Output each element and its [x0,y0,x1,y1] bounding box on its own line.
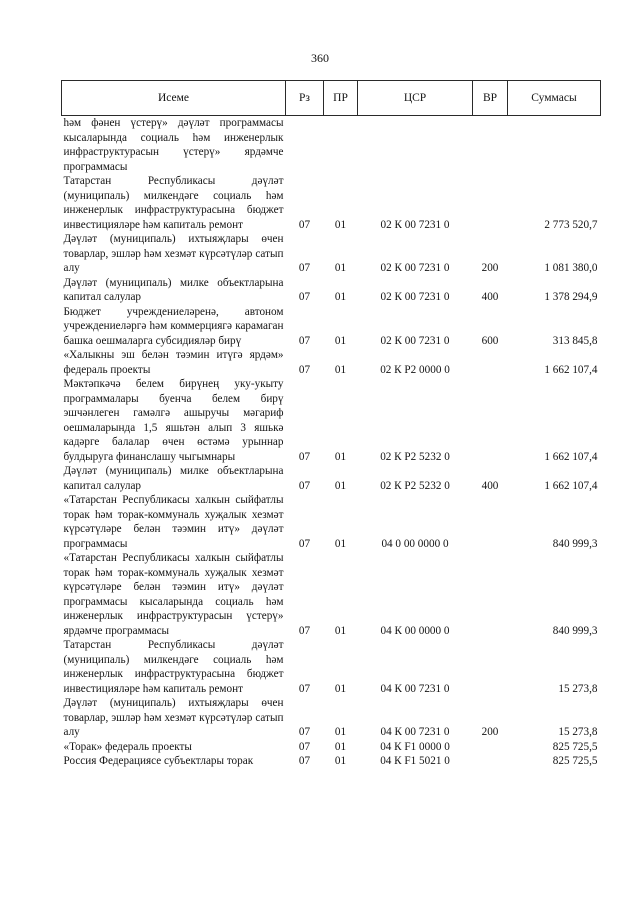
row-csr: 04 0 00 0000 0 [381,537,449,550]
row-name: «Халыкны эш белән тәэмин итүгә ярдәм» федераль проекты [63,349,284,376]
row-rz [286,116,324,175]
row-csr: 02 К Р2 0000 0 [380,363,450,376]
header-csr: ЦСР [358,81,473,116]
table-row [62,638,601,696]
table-row [62,493,601,551]
row-csr: 04 К F1 5021 0 [380,755,450,767]
row-vr [473,348,508,377]
row-pr: 01 [334,479,347,492]
row-sum: 1 378 294,9 [544,291,598,303]
row-vr [473,377,508,464]
header-sum: Суммасы [508,81,601,116]
row-vr [473,174,508,232]
row-vr: 200 [481,262,499,274]
row-pr: 01 [334,682,347,695]
row-vr: 600 [481,334,499,347]
row-name: Россия Федерациясе субъектлары торак [63,755,254,767]
row-rz: 07 [298,218,311,231]
row-csr: 02 К 00 7231 0 [380,262,450,274]
row-pr: 01 [334,218,347,231]
row-vr: 400 [481,479,499,492]
row-sum: 840 999,3 [552,537,598,550]
row-sum: 15 273,8 [558,726,598,738]
row-csr [358,116,473,175]
table-row [62,740,601,755]
row-name: Дәүләт (муниципаль) милке объектларына капитал салулар [63,276,284,303]
row-csr: 02 К 00 7231 0 [380,334,450,347]
table-row [62,377,601,464]
budget-table [61,80,601,769]
row-rz: 07 [298,291,311,303]
row-sum [508,116,601,175]
row-pr: 01 [334,740,347,753]
row-pr: 01 [334,624,347,637]
header-pr: ПР [324,81,358,116]
row-pr: 01 [334,726,347,738]
table-row [62,116,601,175]
row-csr: 02 К 00 7231 0 [380,218,450,231]
row-name: «Татарстан Республикасы халкын сыйфатлы торак һәм торак-коммуналь хуҗалык хезмәт күрсәтүләре белән тәэмин итү» дәүләт программасы кысаларында социаль һәм инженерлык инфраструктурасын үстерү» ярдәмче программасы [63,552,284,637]
row-csr: 02 К Р2 5232 0 [380,479,450,492]
row-name: Дәүләт (муниципаль) ихтыяҗлары өчен товарлар, эшләр һәм хезмәт күрсәтүләр сатып алу [63,697,284,738]
row-vr: 400 [481,291,499,303]
row-name: Дәүләт (муниципаль) милке объектларына капитал салулар [63,465,284,492]
row-pr: 01 [334,291,347,303]
table-row [62,696,601,740]
table-row [62,305,601,349]
row-pr: 01 [334,334,347,347]
header-name: Исеме [62,81,286,116]
row-sum: 15 273,8 [558,682,598,695]
row-csr: 04 К 00 0000 0 [380,624,450,637]
row-sum: 1 662 107,4 [544,450,598,463]
row-name: Бюджет учреждениеләренә, автоном учреждениеләргә һәм коммерциягә карамаган башка оешмаларга субсидияләр бирү [63,305,284,347]
row-csr: 04 К 00 7231 0 [380,682,450,695]
row-rz: 07 [298,363,311,376]
row-rz: 07 [298,262,311,274]
row-vr [473,740,508,755]
row-pr: 01 [334,450,347,463]
row-vr [473,493,508,551]
table-row [62,232,601,276]
row-rz: 07 [298,624,311,637]
row-name: «Татарстан Республикасы халкын сыйфатлы торак һәм торак-коммуналь хуҗалык хезмәт күрсәтүләре белән тәэмин итү» дәүләт программасы [63,494,284,550]
row-sum: 313 845,8 [552,334,598,347]
row-vr [473,754,508,769]
row-csr: 02 К Р2 5232 0 [380,450,450,463]
row-rz: 07 [298,334,311,347]
header-rz: Рз [286,81,324,116]
row-sum: 1 662 107,4 [544,479,598,492]
table-header-row [62,81,601,116]
table-row [62,464,601,493]
page-number: 360 [311,51,329,65]
row-name: «Торак» федераль проекты [63,740,192,753]
row-rz: 07 [298,479,311,492]
row-name: Мәктәпкәчә белем бирүнең уку-укыту программалары буенча белем бирү эшчәнлеген гамәлгә ашыручы мәгариф оешмаларында 1,5 яшьтән алып 3 яшькә кадәрге балалар өчен өстәмә урыннар булдыруга финанслашу чыгымнары [63,378,284,463]
row-pr [324,116,358,175]
row-rz: 07 [298,682,311,695]
row-vr [473,116,508,175]
row-vr [473,551,508,638]
row-rz: 07 [298,755,311,767]
row-pr: 01 [334,262,347,274]
row-name: Татарстан Республикасы дәүләт (муниципаль) милкендәге социаль һәм инженерлык инфраструктурасына бюджет инвестицияләре һәм капиталь ремонт [63,639,284,695]
row-vr: 200 [481,726,499,738]
header-vr: ВР [473,81,508,116]
table-row [62,551,601,638]
row-csr: 04 К 00 7231 0 [380,726,450,738]
row-rz: 07 [298,537,311,550]
table-row [62,754,601,769]
row-sum: 840 999,3 [552,624,598,637]
row-csr: 02 К 00 7231 0 [380,291,450,303]
row-vr [473,638,508,696]
row-csr: 04 К F1 0000 0 [380,740,450,753]
row-rz: 07 [298,740,311,753]
row-rz: 07 [298,726,311,738]
row-name: Татарстан Республикасы дәүләт (муниципаль) милкендәге социаль һәм инженерлык инфраструктурасына бюджет инвестицияләре һәм капиталь ремонт [63,175,284,231]
row-pr: 01 [334,537,347,550]
row-pr: 01 [334,755,347,767]
row-name: һәм фәнен үстерү» дәүләт программасы кысаларында социаль һәм инженерлык инфраструктурасын үстерү» ярдәмче программасы [63,117,284,173]
row-sum: 1 662 107,4 [544,363,598,376]
row-pr: 01 [334,363,347,376]
row-rz: 07 [298,450,311,463]
table-row [62,276,601,305]
table-row [62,348,601,377]
row-name: Дәүләт (муниципаль) ихтыяҗлары өчен товарлар, эшләр һәм хезмәт күрсәтүләр сатып алу [63,233,284,274]
row-sum: 1 081 380,0 [544,262,598,274]
row-sum: 825 725,5 [552,740,598,753]
row-sum: 2 773 520,7 [544,218,598,231]
table-row [62,174,601,232]
row-sum: 825 725,5 [552,755,598,767]
